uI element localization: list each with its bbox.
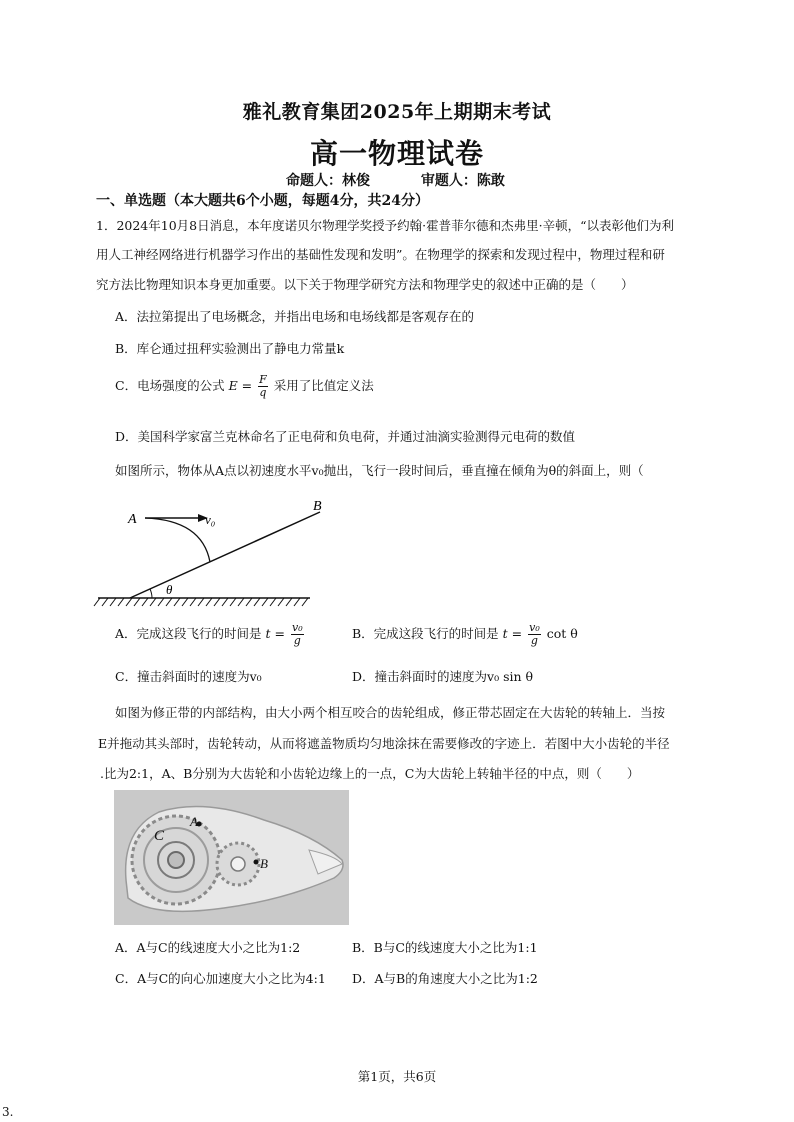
label-v0: v₀: [205, 512, 216, 527]
photo-label-c: C: [154, 828, 165, 844]
q3-option-c: C．A与C的向心加速度大小之比为4:1: [115, 971, 326, 986]
q2-option-a-fraction: [291, 622, 304, 647]
q1-stem-line-2: 用人工神经网络进行机器学习作出的基础性发现和发明”。在物理学的探索和发现过程中，物理过程和研: [96, 247, 665, 262]
q1-option-c-denominator: q: [259, 386, 267, 399]
q3-stem-line-3: .比为2:1，A、B分别为大齿轮和小齿轮边缘上的一点，C为大齿轮上转轴半径的中点，则（ ）: [100, 766, 640, 781]
q3-stem-line-2: E并拖动其头部时，齿轮转动，从而将遮盖物质均匀地涂抹在需要修改的字迹上．若图中大小齿轮的半径: [98, 736, 670, 751]
q1-option-c: [115, 374, 374, 399]
q2-option-a-numerator: v₀: [291, 621, 303, 634]
point-b-dot: [254, 860, 259, 865]
correction-tape-photo: [114, 790, 349, 925]
q2-option-a-prefix: A．完成这段飞行的时间是: [115, 626, 262, 641]
small-gear-hub: [231, 857, 245, 871]
q1-option-a: A．法拉第提出了电场概念，并指出电场和电场线都是客观存在的: [115, 309, 475, 324]
section-heading: 一、单选题（本大题共6个小题，每题4分，共24分）: [96, 193, 429, 209]
q1-stem-line-3: 究方法比物理知识本身更加重要。以下关于物理学研究方法和物理学史的叙述中正确的是（ ）: [96, 277, 634, 292]
q2-option-b-denominator: g: [530, 634, 538, 647]
trajectory-curve: [145, 518, 210, 562]
q2-stem: 如图所示，物体从A点以初速度水平v₀抛出，飞行一段时间后，垂直撞在倾角为θ的斜面上，则（: [115, 463, 644, 478]
margin-mark: 3.: [2, 1105, 14, 1119]
projectile-incline-figure: [90, 490, 330, 610]
label-theta: θ: [166, 582, 173, 597]
q2-option-b-prefix: B．完成这段飞行的时间是: [352, 626, 499, 641]
q2-option-c: C．撞击斜面时的速度为v₀: [115, 669, 262, 684]
q1-option-c-prefix: C．电场强度的公式: [115, 378, 225, 393]
photo-label-a: A: [190, 814, 198, 829]
q2-option-a-lhs: t =: [265, 626, 285, 641]
label-a: A: [128, 512, 137, 527]
authors-line: [286, 170, 551, 190]
q3-option-d: D．A与B的角速度大小之比为1:2: [352, 971, 538, 986]
school-exam-title: 雅礼教育集团2025年上期期末考试: [242, 101, 552, 123]
q1-option-c-suffix: 采用了比值定义法: [273, 378, 374, 393]
paper-title: 高一物理试卷: [309, 137, 484, 170]
q3-option-b: B．B与C的线速度大小之比为1:1: [352, 940, 538, 955]
ground-hatching: [94, 598, 308, 606]
q1-option-d: D．美国科学家富兰克林命名了正电荷和负电荷，并通过油滴实验测得元电荷的数值: [115, 429, 576, 444]
angle-arc: [150, 589, 152, 598]
page-number: 第1页，共6页: [357, 1069, 437, 1084]
gear-axle: [168, 852, 184, 868]
label-b: B: [313, 499, 322, 514]
q1-option-c-numerator: F: [259, 373, 267, 386]
q2-option-a-denominator: g: [293, 634, 301, 647]
q3-stem-line-1: 如图为修正带的内部结构，由大小两个相互咬合的齿轮组成，修正带芯固定在大齿轮的转轴上．当按: [115, 705, 666, 720]
q1-option-c-lhs: E =: [228, 378, 253, 393]
author-name: 命题人：林俊: [286, 173, 370, 189]
q2-option-b-suffix: cot θ: [546, 626, 578, 641]
q2-option-b: [352, 622, 578, 647]
photo-label-b: B: [260, 856, 268, 871]
q2-option-a: [115, 622, 306, 647]
q3-option-a: A．A与C的线速度大小之比为1:2: [115, 940, 301, 955]
q2-option-b-lhs: t =: [502, 626, 523, 641]
q1-option-b: B．库仑通过扭秤实验测出了静电力常量k: [115, 341, 345, 356]
reviewer-name: 审题人：陈敢: [420, 173, 505, 189]
q1-stem-line-1: 1．2024年10月8日消息，本年度诺贝尔物理学奖授予约翰·霍普菲尔德和杰弗里·辛顿，“以表彰他们为利: [96, 218, 674, 233]
q2-option-d: D．撞击斜面时的速度为v₀ sin θ: [352, 669, 534, 684]
q2-option-b-fraction: [528, 622, 541, 647]
q2-option-b-numerator: v₀: [529, 621, 540, 634]
incline-line: [130, 512, 320, 598]
q1-option-c-fraction: [258, 374, 268, 399]
